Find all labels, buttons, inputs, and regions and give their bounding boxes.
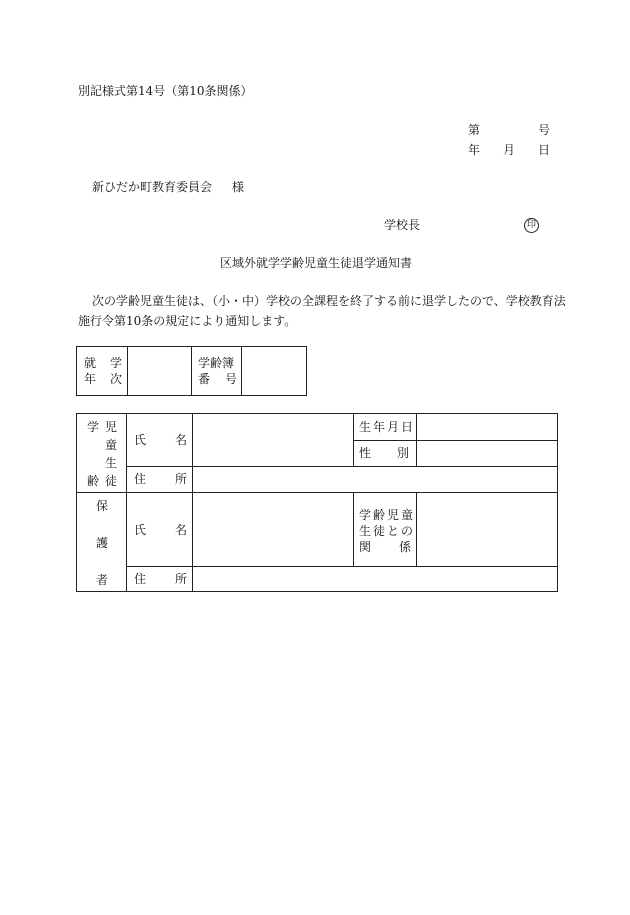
date-day: 日: [538, 143, 551, 157]
label-grade-1a: 就: [84, 356, 97, 370]
seal-icon: 印: [524, 218, 539, 233]
label-sex-a: 性: [359, 446, 372, 460]
label-student-3: 童: [105, 438, 118, 452]
doc-number-prefix: 第: [468, 123, 481, 137]
label-student-name-b: 名: [175, 433, 188, 447]
label-student-5: 齢: [87, 474, 100, 488]
sender-title: 学校長: [384, 218, 421, 232]
label-student-name-a: 氏: [134, 433, 147, 447]
doc-number-suffix: 号: [538, 123, 551, 137]
document-title: 区域外就学学齢児童生徒退学通知書: [220, 256, 413, 270]
addressee-honorific: 様: [232, 180, 245, 194]
label-student-2: 児: [105, 420, 118, 434]
label-guardian-address-b: 所: [175, 572, 188, 586]
label-roll-2a: 番: [198, 372, 211, 386]
label-grade-2b: 次: [110, 372, 123, 386]
label-birthdate: 生年月日: [359, 420, 416, 434]
date-year: 年: [468, 143, 481, 157]
grade-roll-table: [76, 346, 307, 396]
label-guardian-1: 保: [96, 499, 109, 513]
label-relation-2: 生徒との: [359, 524, 416, 538]
label-guardian-3: 者: [96, 573, 109, 587]
label-relation-3b: 係: [399, 540, 412, 554]
body-line-2: 施行令第10条の規定により通知します。: [78, 314, 297, 328]
label-student-4: 生: [105, 456, 118, 470]
student-guardian-table: [76, 413, 558, 592]
label-guardian-2: 護: [96, 536, 109, 550]
label-student-6: 徒: [105, 474, 118, 488]
label-guardian-address-a: 住: [134, 572, 147, 586]
addressee-name: 新ひだか町教育委員会: [92, 180, 213, 194]
label-student-address-a: 住: [134, 472, 147, 486]
date-month: 月: [503, 143, 516, 157]
label-student-address-b: 所: [175, 472, 188, 486]
label-guardian-name-b: 名: [175, 523, 188, 537]
seal-mark: [524, 216, 539, 233]
label-grade-2a: 年: [84, 372, 97, 386]
label-roll-1: 学齢簿: [198, 356, 235, 370]
body-line-1: 次の学齢児童生徒は、（小・中）学校の全課程を終了する前に退学したので、学校教育法: [92, 294, 566, 308]
label-student-1: 学: [87, 420, 100, 434]
label-sex-b: 別: [397, 446, 410, 460]
form-number: 別記様式第14号（第10条関係）: [78, 84, 253, 98]
label-roll-2b: 号: [225, 372, 238, 386]
label-relation-3a: 関: [359, 540, 372, 554]
label-relation-1: 学齢児童: [359, 508, 416, 522]
label-grade-1b: 学: [110, 356, 123, 370]
label-guardian-name-a: 氏: [134, 523, 147, 537]
